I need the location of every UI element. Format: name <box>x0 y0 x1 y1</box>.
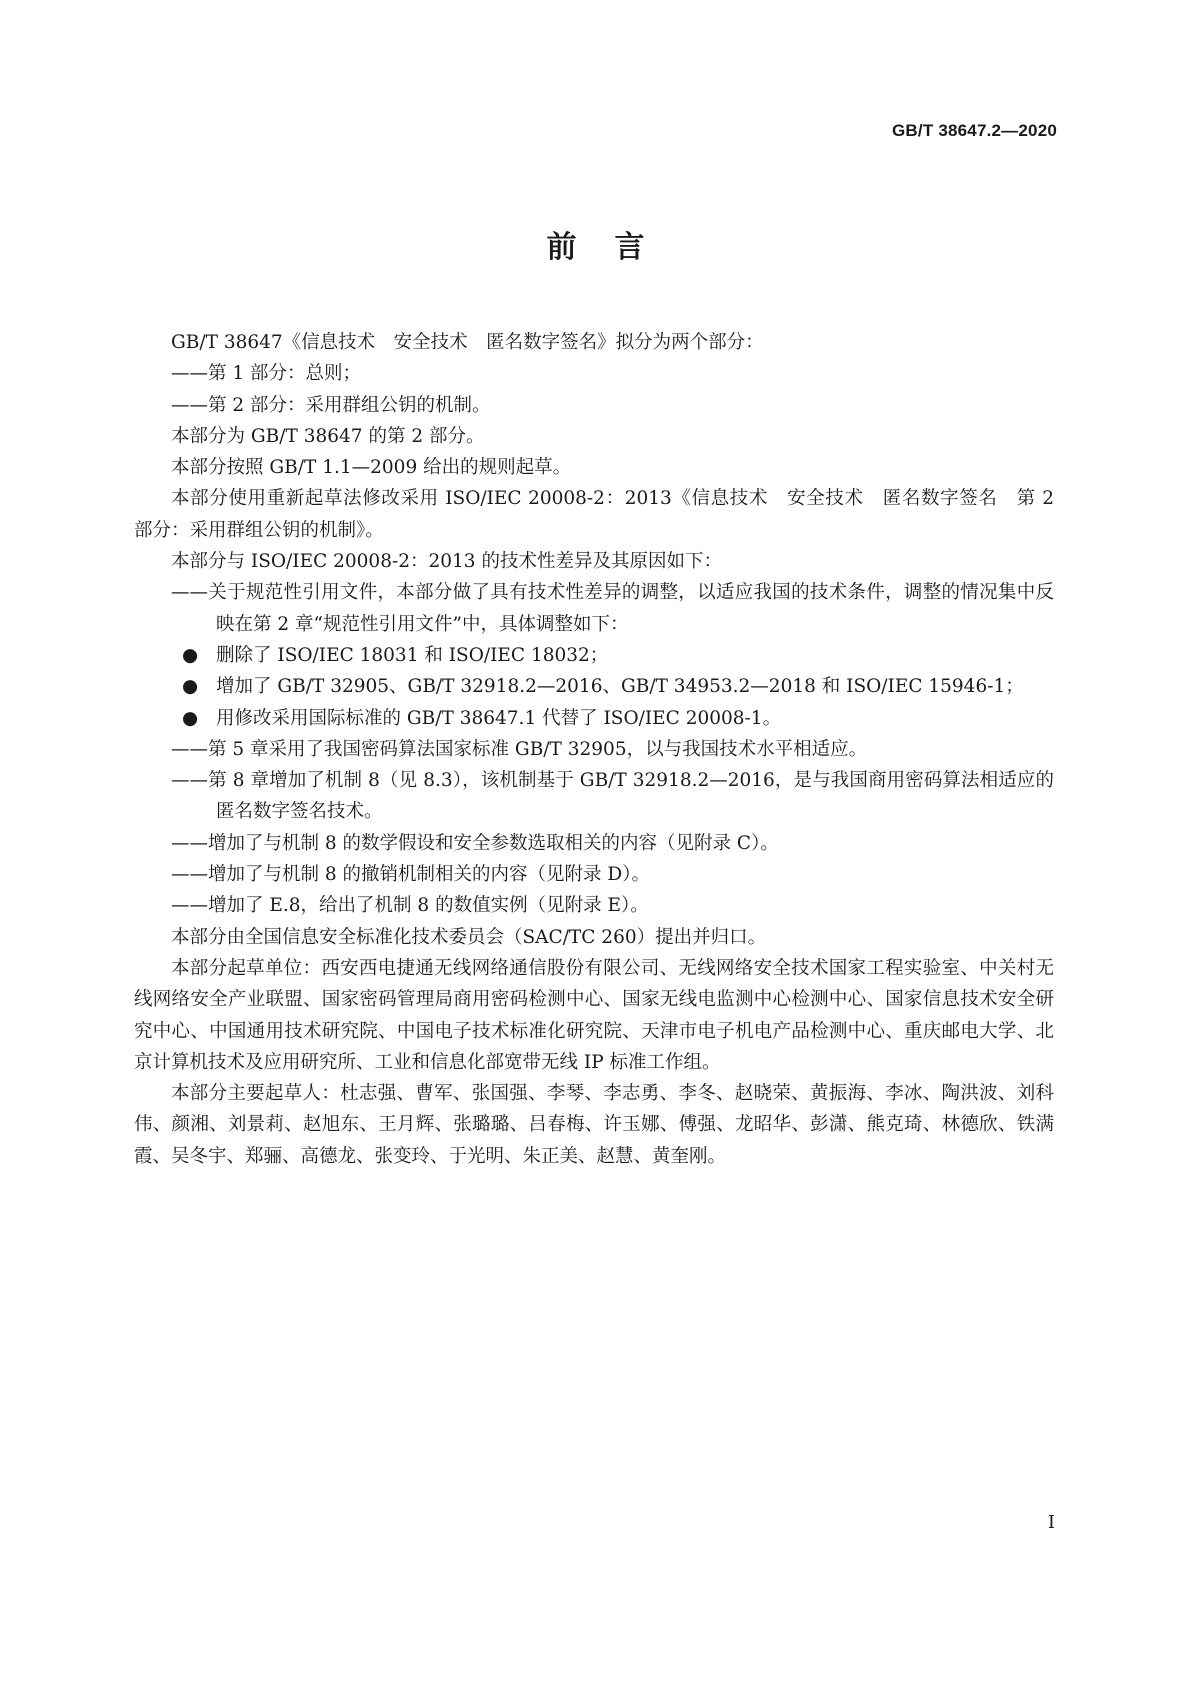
dash-item-annex-d: ——增加了与机制 8 的撤销机制相关的内容（见附录 D）。 <box>171 864 650 886</box>
standard-code: GB/T 38647.2—2020 <box>892 121 1057 140</box>
paragraph-proposer: 本部分由全国信息安全标准化技术委员会（SAC/TC 260）提出并归口。 <box>171 926 767 948</box>
dash-item-part2: ——第 2 部分：采用群组公钥的机制。 <box>171 394 491 416</box>
foreword-body <box>134 327 1054 1172</box>
bullet-text: 删除了 ISO/IEC 18031 和 ISO/IEC 18032； <box>216 644 609 666</box>
paragraph-part-statement: 本部分为 GB/T 38647 的第 2 部分。 <box>171 425 485 447</box>
dash-item-part1: ——第 1 部分：总则； <box>171 363 362 385</box>
paragraph-intro: GB/T 38647《信息技术 安全技术 匿名数字签名》拟分为两个部分： <box>171 332 764 353</box>
bullet-icon: ● <box>182 707 199 729</box>
paragraph-drafting-units: 本部分起草单位：西安西电捷通无线网络通信股份有限公司、无线网络安全技术国家工程实验室、中关村无线网络安全产业联盟、国家密码管理局商用密码检测中心、国家无线电监测中心检测中心、国家信息技术安全研究中心、中国通用技术研究院、中国电子技术标准化研究院、天津市电子机电产品检测中心、重庆邮电大学、北京计算机技术及应用研究所、工业和信息化部宽带无线 IP 标准工作组。 <box>134 957 1054 1073</box>
dash-item-chapter8: ——第 8 章增加了机制 8（见 8.3），该机制基于 GB/T 32918.2—2016，是与我国商用密码算法相适应的匿名数字签名技术。 <box>171 770 1054 823</box>
bullet-text: 用修改采用国际标准的 GB/T 38647.1 代替了 ISO/IEC 20008-1。 <box>216 707 782 729</box>
dash-item-annex-e: ——增加了 E.8，给出了机制 8 的数值实例（见附录 E）。 <box>171 895 649 917</box>
bullet-item <box>134 703 1054 734</box>
page-title: 前言 <box>546 230 683 265</box>
paragraph-drafting-rules: 本部分按照 GB/T 1.1—2009 给出的规则起草。 <box>171 457 572 479</box>
bullet-text: 增加了 GB/T 32905、GB/T 32918.2—2016、GB/T 34953.2—2018 和 ISO/IEC 15946-1； <box>216 676 1024 698</box>
dash-item-annex-c: ——增加了与机制 8 的数学假设和安全参数选取相关的内容（见附录 C）。 <box>171 832 779 854</box>
paragraph-differences: 本部分与 ISO/IEC 20008-2：2013 的技术性差异及其原因如下： <box>171 551 722 573</box>
bullet-icon: ● <box>182 644 199 666</box>
dash-item-chapter5: ——第 5 章采用了我国密码算法国家标准 GB/T 32905，以与我国技术水平相适应。 <box>171 738 868 760</box>
bullet-item <box>134 671 1054 702</box>
paragraph-adoption: 本部分使用重新起草法修改采用 ISO/IEC 20008-2：2013《信息技术 安全技术 匿名数字签名 第 2 部分：采用群组公钥的机制》。 <box>134 488 1054 541</box>
bullet-icon: ● <box>182 676 199 698</box>
paragraph-drafters: 本部分主要起草人：杜志强、曹军、张国强、李琴、李志勇、李冬、赵晓荣、黄振海、李冰、陶洪波、刘科伟、颜湘、刘景莉、赵旭东、王月辉、张璐璐、吕春梅、许玉娜、傅强、龙昭华、彭潇、熊克琦、林德欣、铁满霞、吴冬宇、郑骊、高德龙、张变玲、于光明、朱正美、赵慧、黄奎刚。 <box>134 1083 1054 1167</box>
bullet-item <box>134 640 1054 671</box>
dash-item-normative-references: ——关于规范性引用文件，本部分做了具有技术性差异的调整，以适应我国的技术条件，调整的情况集中反映在第 2 章“规范性引用文件”中，具体调整如下： <box>171 582 1054 635</box>
page-number: I <box>1047 1512 1055 1533</box>
